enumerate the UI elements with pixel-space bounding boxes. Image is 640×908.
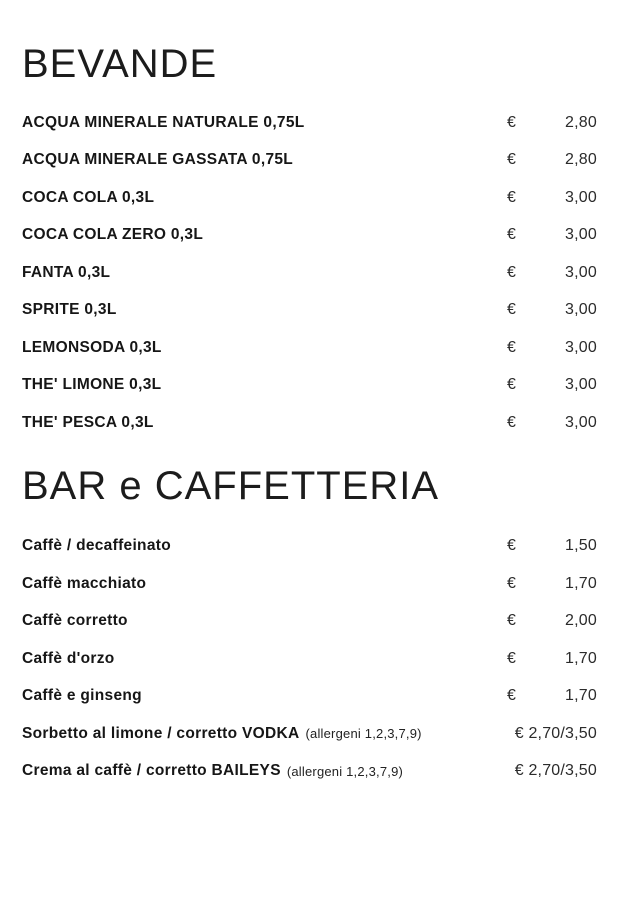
- currency-symbol: €: [507, 612, 516, 630]
- menu-row: [22, 104, 597, 142]
- currency-symbol: €: [507, 649, 516, 667]
- price-group: [507, 650, 597, 668]
- currency-symbol: €: [507, 151, 516, 169]
- price-group: [507, 226, 597, 244]
- item-price: 2,80: [565, 151, 597, 169]
- bar-caffetteria-list: [22, 528, 597, 791]
- currency-symbol: €: [507, 537, 516, 555]
- item-name: Caffè / decaffeinato: [22, 537, 171, 555]
- item-name: ACQUA MINERALE NATURALE 0,75L: [22, 113, 305, 131]
- currency-symbol: €: [507, 226, 516, 244]
- currency-symbol: €: [507, 263, 516, 281]
- item-name: FANTA 0,3L: [22, 263, 111, 281]
- menu-row: [22, 142, 597, 180]
- item-price: 1,70: [565, 687, 597, 705]
- allergen-note: (allergeni 1,2,3,7,9): [305, 726, 422, 742]
- currency-symbol: €: [507, 687, 516, 705]
- currency-symbol: €: [507, 113, 516, 131]
- item-name: ACQUA MINERALE GASSATA 0,75L: [22, 151, 294, 169]
- currency-symbol: €: [507, 188, 516, 206]
- item-name: THE' LIMONE 0,3L: [22, 376, 162, 394]
- menu-row: [22, 715, 597, 753]
- menu-row: [22, 753, 597, 791]
- item-price: 2,80: [565, 113, 597, 131]
- price-group: [507, 376, 597, 394]
- price-group: [507, 575, 597, 593]
- item-price: 3,00: [565, 376, 597, 394]
- item-name: THE' PESCA 0,3L: [22, 413, 154, 431]
- menu-row: [22, 603, 597, 641]
- menu-row: [22, 678, 597, 716]
- item-name: Sorbetto al limone / corretto VODKA: [22, 724, 300, 742]
- item-price: 2,00: [565, 612, 597, 630]
- price-group: [507, 114, 597, 132]
- price-group: [507, 537, 597, 555]
- item-name: SPRITE 0,3L: [22, 301, 117, 319]
- menu-row: [22, 292, 597, 330]
- price-group: [507, 189, 597, 207]
- item-price-combined: € 2,70/3,50: [514, 724, 597, 742]
- item-name: COCA COLA 0,3L: [22, 188, 155, 206]
- item-price-combined: € 2,70/3,50: [514, 762, 597, 780]
- item-name: Caffè d'orzo: [22, 649, 115, 667]
- item-price: 3,00: [565, 226, 597, 244]
- section-title-bar-caffetteria: BAR e CAFFETTERIA: [22, 463, 440, 508]
- item-name: Caffè corretto: [22, 612, 128, 630]
- price-group: [507, 687, 597, 705]
- currency-symbol: €: [507, 574, 516, 592]
- menu-row: [22, 329, 597, 367]
- menu-row: [22, 254, 597, 292]
- allergen-note: (allergeni 1,2,3,7,9): [286, 763, 404, 779]
- price-group: [507, 414, 597, 432]
- price-group: [507, 339, 597, 357]
- menu-row: [22, 640, 597, 678]
- item-name: COCA COLA ZERO 0,3L: [22, 226, 204, 244]
- item-name: Caffè macchiato: [22, 574, 147, 592]
- menu-row: [22, 179, 597, 217]
- bevande-list: [22, 104, 597, 442]
- item-name: Caffè e ginseng: [22, 687, 142, 705]
- currency-symbol: €: [507, 301, 516, 319]
- price-group: [507, 301, 597, 319]
- currency-symbol: €: [507, 338, 516, 356]
- menu-row: [22, 217, 597, 255]
- item-name: LEMONSODA 0,3L: [22, 338, 162, 356]
- currency-symbol: €: [507, 413, 516, 431]
- item-price: 1,70: [565, 649, 597, 667]
- item-name: Crema al caffè / corretto BAILEYS: [22, 762, 281, 780]
- item-price: 3,00: [565, 413, 597, 431]
- menu-row: [22, 528, 597, 566]
- item-price: 3,00: [565, 338, 597, 356]
- menu-row: [22, 565, 597, 603]
- price-group: [507, 264, 597, 282]
- item-price: 1,50: [565, 537, 597, 555]
- item-price: 3,00: [565, 301, 597, 319]
- menu-row: [22, 367, 597, 405]
- currency-symbol: €: [507, 376, 516, 394]
- item-price: 3,00: [565, 188, 597, 206]
- item-price: 3,00: [565, 263, 597, 281]
- price-group: [507, 612, 597, 630]
- price-group: [507, 151, 597, 169]
- section-title-bevande: BEVANDE: [22, 42, 218, 86]
- menu-row: [22, 404, 597, 442]
- item-price: 1,70: [565, 574, 597, 592]
